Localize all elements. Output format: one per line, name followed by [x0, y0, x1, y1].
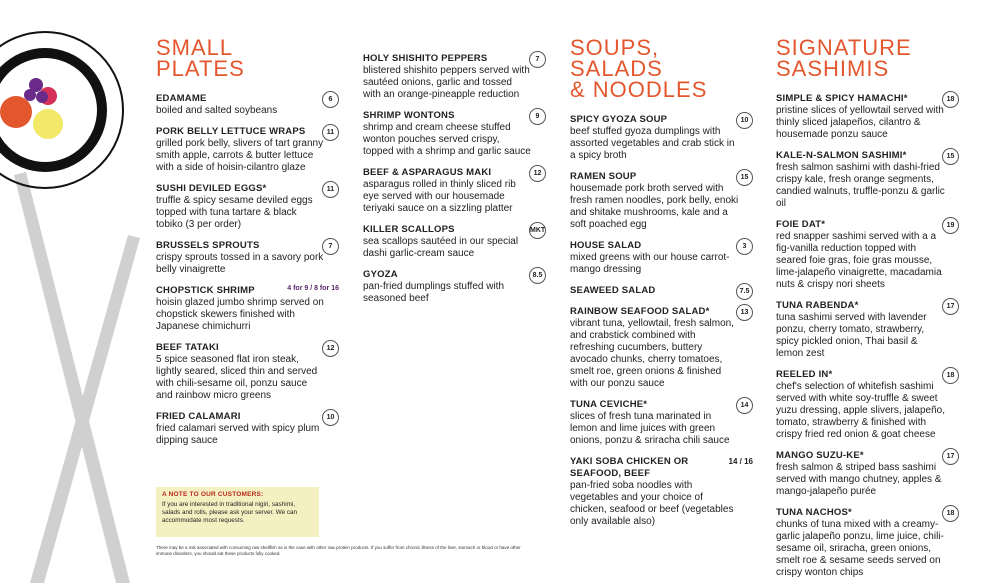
menu-item — [570, 456, 753, 528]
menu-item-name: SEAWEED SALAD — [570, 285, 656, 296]
small-plates-list-2 — [363, 53, 546, 305]
soups-title-line1: SOUPS, SALADS — [570, 35, 663, 81]
menu-item-name: HOUSE SALAD — [570, 240, 642, 251]
menu-item-description: chunks of tuna mixed with a creamy-garlic jalapeño ponzu, lime juice, chili-sesame oil, sriracha, green onions, smelt roe & sesame seeds served on crispy wonton chips — [776, 519, 944, 578]
customer-note — [156, 487, 319, 537]
menu-item-description: grilled pork belly, slivers of tart granny smith apple, carrots & butter lettuce with a side of hoisin-cilantro glaze — [156, 138, 324, 173]
price-inline: 4 for 9 / 8 for 16 — [287, 285, 339, 292]
menu-item-name: PORK BELLY LETTUCE WRAPS — [156, 126, 306, 137]
price-badge: 19 — [942, 217, 959, 234]
menu-item-description: truffle & spicy sesame deviled eggs topped with tuna tartare & black tobiko (3 per order) — [156, 195, 313, 230]
price-badge: 11 — [322, 181, 339, 198]
menu-item — [776, 300, 959, 360]
menu-item — [156, 93, 339, 117]
price-badge: 18 — [942, 505, 959, 522]
menu-item — [363, 110, 546, 158]
price-badge: 7 — [322, 238, 339, 255]
disclaimer: There may be a risk associated with consuming raw shellfish as is the case with other raw protein products. If you suffer from chronic illness of the liver, stomach or blood or have other immune disorders, you should eat these products fully cooked. — [156, 545, 521, 556]
price-badge: 9 — [529, 108, 546, 125]
menu-item-description: tuna sashimi served with lavender ponzu, cherry tomato, strawberry, spicy pickled onion, Thai basil & lemon zest — [776, 312, 927, 359]
menu-item-name: RAMEN SOUP — [570, 171, 637, 182]
menu-item-name: EDAMAME — [156, 93, 207, 104]
menu-item — [570, 114, 753, 162]
menu-item-description: hoisin glazed jumbo shrimp served on chopstick skewers finished with Japanese chimichurri — [156, 297, 324, 332]
menu-item-description: sea scallops sautéed in our special dashi garlic-cream sauce — [363, 236, 519, 259]
menu-item-name: BEEF & ASPARAGUS MAKI — [363, 167, 492, 178]
menu-item — [156, 240, 339, 276]
price-badge: 10 — [736, 112, 753, 129]
menu-item — [156, 411, 339, 447]
customer-note-title: A NOTE TO OUR CUSTOMERS: — [162, 491, 264, 498]
small-plates-column-2 — [363, 53, 546, 314]
price-badge: 15 — [736, 169, 753, 186]
menu-item — [363, 224, 546, 260]
price-badge: 18 — [942, 91, 959, 108]
menu-item-description: blistered shishito peppers served with sautéed onions, garlic and tossed with an orange-pineapple reduction — [363, 65, 530, 100]
small-plates-list-1 — [156, 93, 339, 447]
soups-column — [570, 0, 753, 537]
menu-item-description: pan-fried dumplings stuffed with seasoned beef — [363, 281, 505, 304]
price-badge: 12 — [322, 340, 339, 357]
price-badge: 15 — [942, 148, 959, 165]
menu-item-description: pristine slices of yellowtail served with thinly sliced jalapeños, cilantro & housemade ponzu sauce — [776, 105, 944, 140]
price-badge: 6 — [322, 91, 339, 108]
price-badge: MKT — [529, 222, 546, 239]
soups-list — [570, 114, 753, 528]
menu-item-name: SUSHI DEVILED EGGS* — [156, 183, 267, 194]
menu-item — [776, 369, 959, 441]
price-badge: 11 — [322, 124, 339, 141]
price-badge: 10 — [322, 409, 339, 426]
price-badge: 7 — [529, 51, 546, 68]
menu-item-name: SHRIMP WONTONS — [363, 110, 455, 121]
price-badge: 13 — [736, 304, 753, 321]
menu-item-name: TUNA RABENDA* — [776, 300, 859, 311]
menu-item — [570, 171, 753, 231]
menu-item-description: 5 spice seasoned flat iron steak, lightly seared, sliced thin and served with chili-sesame oil, ponzu sauce and rainbow micro greens — [156, 354, 318, 401]
menu-item-description: mixed greens with our house carrot-mango dressing — [570, 252, 730, 275]
menu-item — [156, 342, 339, 402]
small-plates-title-line2: PLATES — [156, 56, 245, 81]
soups-title — [570, 37, 753, 100]
menu-item-name: SPICY GYOZA SOUP — [570, 114, 668, 125]
sashimis-list — [776, 93, 959, 579]
menu-item-name: FRIED CALAMARI — [156, 411, 241, 422]
small-plates-title-line1: SMALL — [156, 35, 234, 60]
menu-item-name: KALE-N-SALMON SASHIMI* — [776, 150, 907, 161]
menu-item — [156, 285, 339, 333]
menu-item-name: YAKI SOBA CHICKEN OR SEAFOOD, BEEF — [570, 456, 689, 479]
menu-item-description: slices of fresh tuna marinated in lemon and lime juices with green onions, ponzu & sriracha chili sauce — [570, 411, 730, 446]
price-badge: 3 — [736, 238, 753, 255]
menu-item — [570, 306, 753, 390]
menu-item-description: fresh salmon sashimi with dashi-fried crispy kale, fresh orange segments, candied walnuts, truffle-ponzu & garlic oil — [776, 162, 945, 209]
menu-item-description: fried calamari served with spicy plum dipping sauce — [156, 423, 320, 446]
small-plates-title — [156, 37, 339, 79]
menu-item-name: BEEF TATAKI — [156, 342, 219, 353]
menu-item-description: housemade pork broth served with fresh ramen noodles, pork belly, enoki and shitake mushrooms, kale and a soft poached egg — [570, 183, 739, 230]
menu-item-description: asparagus rolled in thinly sliced rib eye served with our housemade teriyaki sauce on a sizzling platter — [363, 179, 516, 214]
sashimis-column — [776, 0, 959, 588]
menu-item-name: TUNA NACHOS* — [776, 507, 852, 518]
menu-item-name: CHOPSTICK SHRIMP — [156, 285, 255, 296]
menu-item-name: BRUSSELS SPROUTS — [156, 240, 260, 251]
menu-item-name: GYOZA — [363, 269, 398, 280]
customer-note-text: If you are interested in traditional nigiri, sashimi, salads and rolls, please ask your server. We can accommodate most requests. — [162, 501, 297, 524]
menu-item — [156, 183, 339, 231]
menu-item-description: shrimp and cream cheese stuffed wonton pouches served crispy, topped with a shrimp and garlic sauce — [363, 122, 531, 157]
menu-item — [776, 93, 959, 141]
price-badge: 17 — [942, 298, 959, 315]
menu-item-name: FOIE DAT* — [776, 219, 826, 230]
price-badge: 14 — [736, 397, 753, 414]
menu-item — [570, 285, 753, 297]
menu-item — [156, 126, 339, 174]
menu-item — [363, 167, 546, 215]
menu-item-description: fresh salmon & striped bass sashimi served with mango chutney, apples & mango-jalapeño purée — [776, 462, 942, 497]
menu-item-description: beef stuffed gyoza dumplings with assorted vegetables and crab stick in a spicy broth — [570, 126, 735, 161]
sashimis-title-line2: SASHIMIS — [776, 56, 890, 81]
menu-item — [363, 53, 546, 101]
menu-item-description: vibrant tuna, yellowtail, fresh salmon, and crabstick combined with refreshing cucumbers, buttery avocado chunks, cherry tomatoes, smelt roe, green onions & finished with our ponzu sauce — [570, 318, 734, 389]
menu-item-name: KILLER SCALLOPS — [363, 224, 455, 235]
soups-title-line2: & NOODLES — [570, 77, 708, 102]
price-badge: 18 — [942, 367, 959, 384]
price-badge: 7.5 — [736, 283, 753, 300]
menu-item-name: RAINBOW SEAFOOD SALAD* — [570, 306, 710, 317]
menu-item — [776, 450, 959, 498]
menu-item-name: MANGO SUZU-KE* — [776, 450, 864, 461]
menu-item-description: red snapper sashimi served with a a fig-vanilla reduction topped with seared foie gras, foie gras mousse, lime-jalapeño vinaigrette, macadamia nuts & crispy nori sheets — [776, 231, 942, 290]
menu-item-name: TUNA CEVICHE* — [570, 399, 648, 410]
price-badge: 8.5 — [529, 267, 546, 284]
price-badge: 12 — [529, 165, 546, 182]
menu-item-description: boiled and salted soybeans — [156, 105, 278, 116]
price-text: 14 / 16 — [729, 454, 753, 469]
menu-item-name: HOLY SHISHITO PEPPERS — [363, 53, 488, 64]
price-badge: 17 — [942, 448, 959, 465]
logo-area — [0, 0, 150, 583]
sashimis-title — [776, 37, 959, 79]
menu-item-name: SIMPLE & SPICY HAMACHI* — [776, 93, 908, 104]
menu-item-name: REELED IN* — [776, 369, 833, 380]
small-plates-column-1 — [156, 0, 339, 456]
sashimis-title-line1: SIGNATURE — [776, 35, 912, 60]
sushi-logo-icon — [0, 0, 150, 583]
menu-item — [570, 240, 753, 276]
menu-item — [570, 399, 753, 447]
menu-item — [776, 150, 959, 210]
menu-item — [776, 507, 959, 579]
menu-item-description: crispy sprouts tossed in a savory pork belly vinaigrette — [156, 252, 324, 275]
menu-item — [776, 219, 959, 291]
menu-item-description: chef's selection of whitefish sashimi served with white soy-truffle & sweet yuzu dressing, apple slivers, jalapeño, tomato, strawberry & finished with crispy fried red onion & goat cheese — [776, 381, 945, 440]
menu-item — [363, 269, 546, 305]
menu-item-description: pan-fried soba noodles with vegetables and your choice of chicken, seafood or beef (vegetables only available also) — [570, 480, 734, 527]
